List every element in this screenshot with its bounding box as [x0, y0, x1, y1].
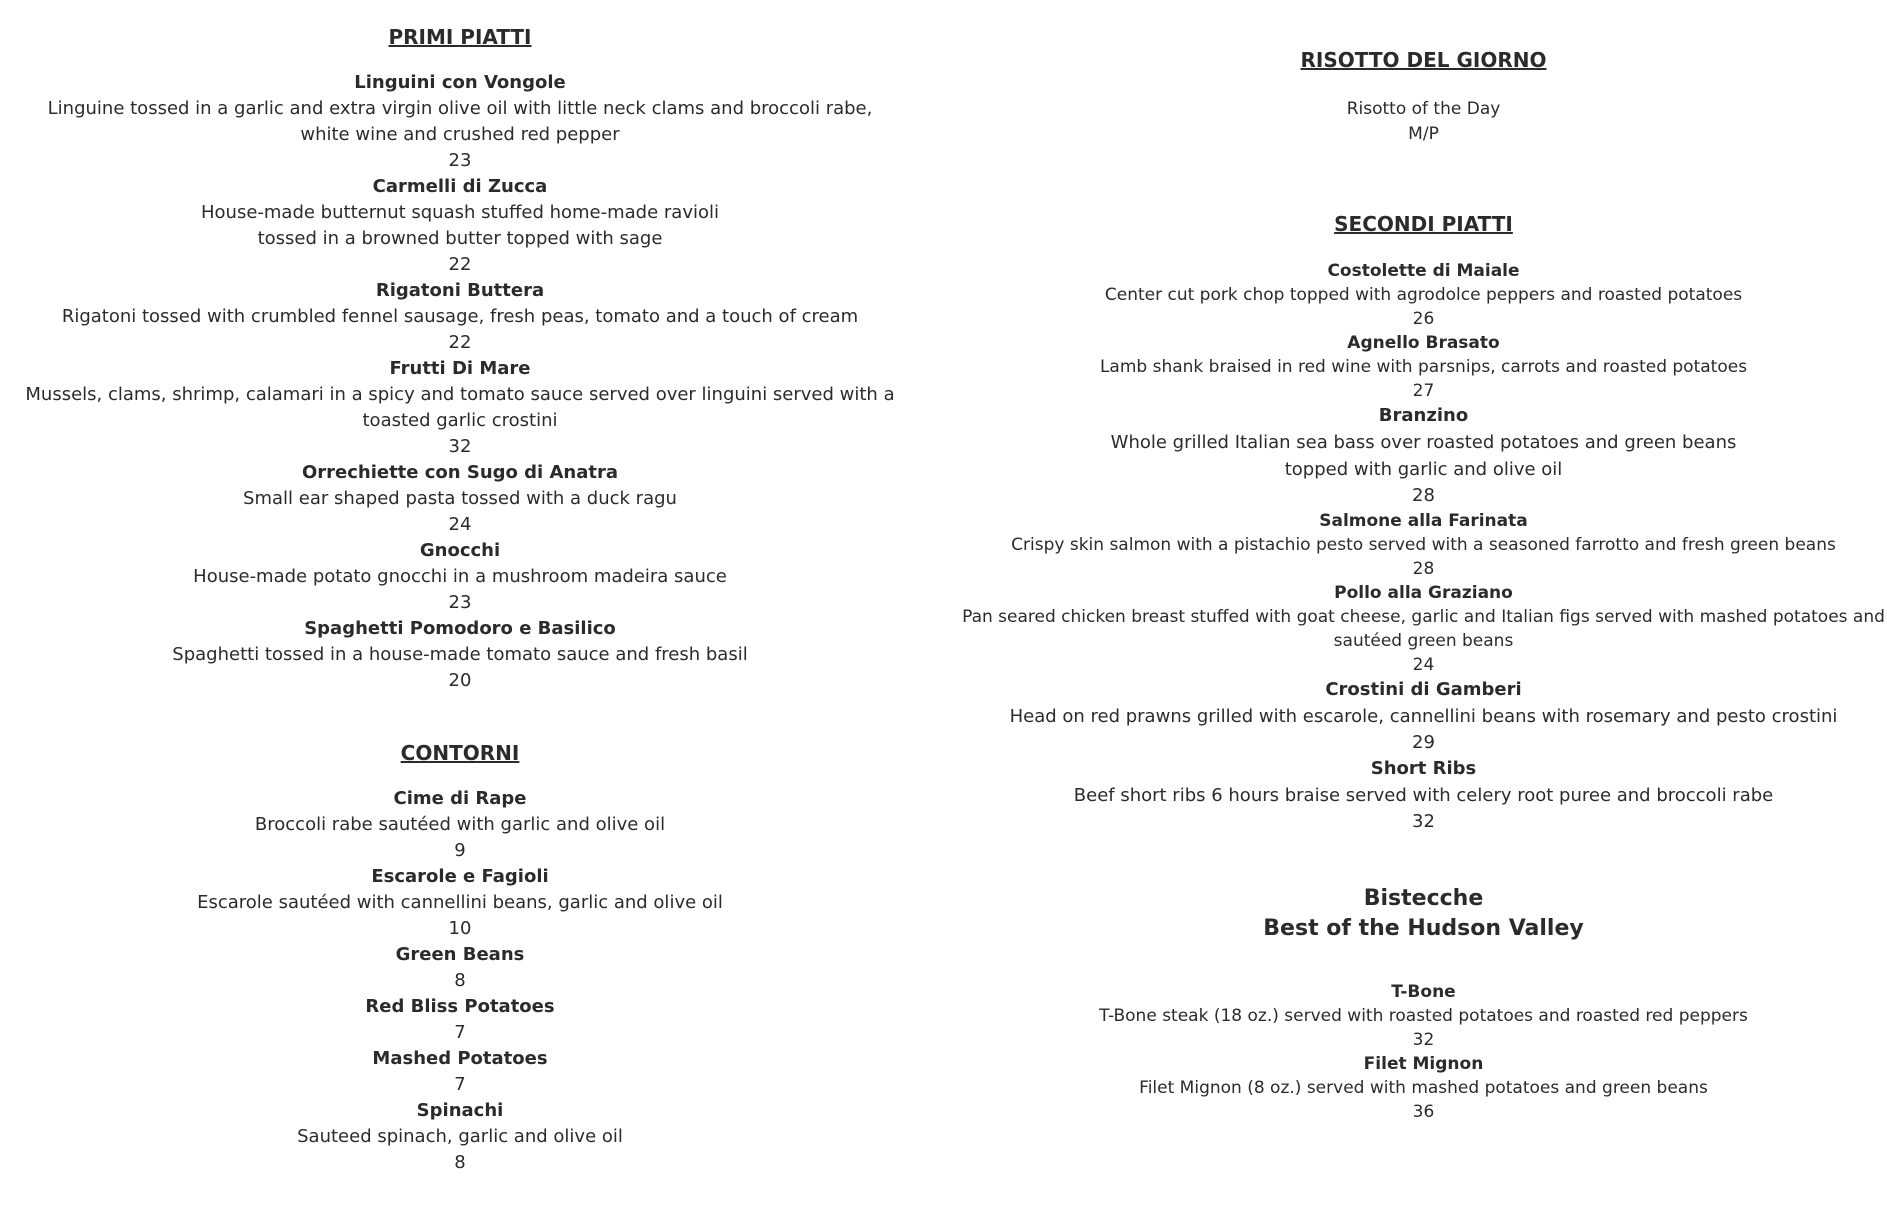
item-price: 27 — [1412, 381, 1435, 401]
item-description: topped with garlic and olive oil — [1284, 459, 1563, 480]
item-name: T-Bone — [1391, 982, 1456, 1002]
item-price: 29 — [1412, 732, 1435, 753]
item-price: 26 — [1412, 309, 1435, 329]
section-title: RISOTTO DEL GIORNO — [1300, 48, 1547, 72]
item-description: Filet Mignon (8 oz.) served with mashed potatoes and green beans — [1139, 1078, 1708, 1098]
item-description: House-made butternut squash stuffed home-made ravioli — [200, 202, 720, 223]
item-price: 36 — [1412, 1102, 1435, 1122]
menu-items-list — [0, 70, 920, 694]
item-price: 32 — [1412, 1030, 1435, 1050]
item-description: tossed in a browned butter topped with sage — [257, 228, 663, 249]
item-price: M/P — [1408, 124, 1439, 144]
section-subtitle: Best of the Hudson Valley — [1263, 916, 1584, 941]
menu-item — [960, 259, 1887, 331]
item-description: Risotto of the Day — [1346, 99, 1501, 119]
menu-item — [0, 70, 920, 174]
item-name: Carmelli di Zucca — [372, 176, 548, 197]
item-description: Linguine tossed in a garlic and extra virgin olive oil with little neck clams and broccoli rabe, — [47, 98, 873, 119]
item-price: 8 — [454, 970, 466, 991]
item-price: 22 — [448, 332, 472, 353]
menu-items-list — [960, 980, 1887, 1124]
section-title: CONTORNI — [400, 741, 520, 765]
item-name: Mashed Potatoes — [372, 1048, 548, 1069]
section-title: Bistecche — [1363, 886, 1484, 911]
menu-item — [0, 278, 920, 356]
menu-item — [960, 677, 1887, 756]
item-name: Escarole e Fagioli — [371, 866, 549, 887]
bistecche-section — [960, 884, 1887, 1124]
menu-item — [0, 786, 920, 864]
item-price: 10 — [448, 918, 472, 939]
item-name: Spaghetti Pomodoro e Basilico — [304, 618, 616, 639]
item-description: toasted garlic crostini — [362, 410, 558, 431]
item-name: Green Beans — [395, 944, 525, 965]
item-name: Crostini di Gamberi — [1325, 679, 1522, 700]
item-price: 24 — [448, 514, 472, 535]
item-name: Agnello Brasato — [1347, 333, 1500, 353]
item-description: Crispy skin salmon with a pistachio pesto served with a seasoned farrotto and fresh green beans — [1011, 535, 1836, 555]
item-description: Broccoli rabe sautéed with garlic and olive oil — [254, 814, 666, 835]
item-price: 32 — [448, 436, 472, 457]
item-name: Filet Mignon — [1363, 1054, 1484, 1074]
item-description: Sauteed spinach, garlic and olive oil — [297, 1126, 623, 1147]
item-description: Whole grilled Italian sea bass over roasted potatoes and green beans — [1110, 432, 1737, 453]
item-name: Costolette di Maiale — [1327, 261, 1520, 281]
item-price: 22 — [448, 254, 472, 275]
item-description: House-made potato gnocchi in a mushroom madeira sauce — [193, 566, 727, 587]
menu-items-list — [960, 259, 1887, 835]
menu-item — [0, 616, 920, 694]
section-title: PRIMI PIATTI — [388, 25, 532, 49]
item-price: 32 — [1412, 811, 1435, 832]
item-price: 7 — [454, 1074, 466, 1095]
item-description: Rigatoni tossed with crumbled fennel sausage, fresh peas, tomato and a touch of cream — [61, 306, 859, 327]
item-description: Pan seared chicken breast stuffed with goat cheese, garlic and Italian figs served with mashed potatoes and — [962, 607, 1885, 627]
item-description: Spaghetti tossed in a house-made tomato sauce and fresh basil — [172, 644, 748, 665]
item-name: Rigatoni Buttera — [375, 280, 545, 301]
item-price: 28 — [1412, 559, 1435, 579]
left-column — [0, 0, 920, 1173]
menu-item — [0, 538, 920, 616]
item-name: Red Bliss Potatoes — [365, 996, 555, 1017]
item-price: 8 — [454, 1152, 466, 1173]
secondi-piatti-section — [960, 211, 1887, 835]
item-name: Cime di Rape — [393, 788, 527, 809]
item-price: 24 — [1412, 655, 1435, 675]
menu-items-list — [0, 786, 920, 1176]
item-price: 20 — [448, 670, 472, 691]
menu-item — [0, 1098, 920, 1176]
item-description: Lamb shank braised in red wine with parsnips, carrots and roasted potatoes — [1099, 357, 1748, 377]
item-description: Mussels, clams, shrimp, calamari in a spicy and tomato sauce served over linguini served with a — [25, 384, 895, 405]
menu-item — [960, 403, 1887, 509]
item-description: T-Bone steak (18 oz.) served with roasted potatoes and roasted red peppers — [1099, 1006, 1748, 1026]
menu-item — [0, 942, 920, 994]
risotto-section — [960, 47, 1887, 147]
item-price: 28 — [1412, 485, 1435, 506]
item-description: Center cut pork chop topped with agrodolce peppers and roasted potatoes — [1104, 285, 1743, 305]
item-price: 7 — [454, 1022, 466, 1043]
section-title: SECONDI PIATTI — [1334, 212, 1513, 236]
item-name: Short Ribs — [1370, 758, 1477, 779]
item-description: white wine and crushed red pepper — [300, 124, 620, 145]
menu-item — [0, 356, 920, 460]
item-price: 23 — [448, 592, 472, 613]
menu-item — [0, 1046, 920, 1098]
item-price: 23 — [448, 150, 472, 171]
item-description: Escarole sautéed with cannellini beans, garlic and olive oil — [197, 892, 723, 913]
item-description: Head on red prawns grilled with escarole, cannellini beans with rosemary and pesto crostini — [1009, 706, 1838, 727]
menu-item — [0, 174, 920, 278]
item-name: Branzino — [1378, 405, 1469, 426]
item-description: Small ear shaped pasta tossed with a duck ragu — [243, 488, 677, 509]
item-name: Spinachi — [416, 1100, 504, 1121]
menu-item — [0, 864, 920, 942]
item-name: Frutti Di Mare — [389, 358, 531, 379]
item-name: Linguini con Vongole — [354, 72, 566, 93]
primi-piatti-section — [0, 24, 920, 694]
contorni-section — [0, 740, 920, 1176]
menu-item — [960, 1052, 1887, 1124]
menu-item — [960, 509, 1887, 581]
item-name: Salmone alla Farinata — [1319, 511, 1528, 531]
item-name: Gnocchi — [419, 540, 501, 561]
item-price: 9 — [454, 840, 466, 861]
menu-item — [0, 994, 920, 1046]
menu-item — [0, 460, 920, 538]
item-name: Pollo alla Graziano — [1334, 583, 1513, 603]
menu-item — [960, 756, 1887, 835]
menu-item — [960, 331, 1887, 403]
item-description: Beef short ribs 6 hours braise served with celery root puree and broccoli rabe — [1073, 785, 1774, 806]
menu-item — [960, 980, 1887, 1052]
item-name: Orrechiette con Sugo di Anatra — [301, 462, 619, 483]
item-description: sautéed green beans — [1333, 631, 1514, 651]
menu-item — [960, 581, 1887, 677]
